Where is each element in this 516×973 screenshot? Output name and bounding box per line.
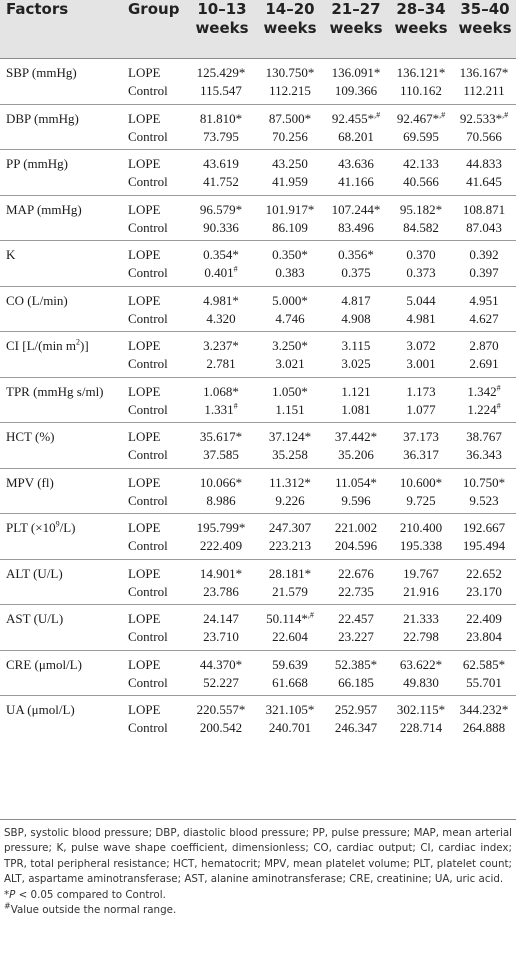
control-value: 41.645 xyxy=(466,174,502,189)
lope-value: 22.457 xyxy=(338,611,374,626)
lope-value: 19.767 xyxy=(403,565,439,581)
lope-value: 28.181* xyxy=(268,565,312,581)
control-value: 90.336 xyxy=(203,219,239,235)
lope-value: 344.232* xyxy=(459,702,509,717)
control-value: 240.701 xyxy=(268,720,312,735)
lope-value: 2.870 xyxy=(469,338,499,353)
lope-value: 22.409 xyxy=(466,611,502,626)
control-value: 40.566 xyxy=(403,174,439,189)
control-value: 87.043 xyxy=(466,219,502,235)
table-row-group xyxy=(0,240,516,286)
footer-divider xyxy=(0,819,516,820)
control-value: 264.888 xyxy=(462,720,506,735)
factor-label: PLT $(\times 10^9/L)$ xyxy=(6,519,76,535)
group-label-control: Control xyxy=(128,538,168,553)
lope-value: 37.442* xyxy=(334,429,378,444)
lope-value: 221.002 xyxy=(334,520,378,535)
lope-value: 252.957 xyxy=(334,702,378,717)
table-row-group xyxy=(0,195,516,241)
group-label-control: Control xyxy=(128,128,168,144)
lope-value: 3.115 xyxy=(341,338,371,353)
control-value: 3.001 xyxy=(406,356,436,371)
group-label-lope: LOPE xyxy=(128,338,161,353)
control-value: 204.596 xyxy=(334,538,378,553)
control-value: 84.582 xyxy=(403,219,439,235)
lope-value: 0.356* xyxy=(338,247,374,262)
factor-label: HCT (%) xyxy=(6,429,55,444)
control-value: 195.494 xyxy=(462,538,506,553)
lope-value: 10.066* xyxy=(199,474,243,490)
group-label-lope: LOPE xyxy=(128,247,161,262)
factor-label: AST (U/L) xyxy=(6,611,64,626)
lope-value: 42.133 xyxy=(403,156,439,171)
lope-value: 125.429* xyxy=(196,65,246,80)
control-value: 36.317 xyxy=(403,447,439,462)
lope-value: 4.951 xyxy=(469,292,499,308)
lope-value: 5.044 xyxy=(406,292,436,308)
lope-value: 136.167* xyxy=(459,65,509,80)
lope-value: 43.250 xyxy=(272,156,308,171)
table-row-group xyxy=(0,149,516,195)
footnote-abbreviations: SBP, systolic blood pressure; DBP, diastolic blood pressure; PP, pulse pressure; MAP, mean arterial pressure; K, pulse wave shape coefficient, dimensionless; CO, cardiac output; CI, cardiac index; TPR, total peripheral resistance; HCT, hematocrit; MPV, mean platelet volume; PLT, platelet count; ALT, aspartame aminotransferase; AST, alanine aminotransferase; CRE, creatinine; UA, uric acid. xyxy=(4,827,512,886)
group-label-control: Control xyxy=(128,720,168,735)
control-value: 4.320 xyxy=(206,310,236,326)
control-value: 4.981 xyxy=(406,310,436,326)
group-label-control: Control xyxy=(128,674,168,690)
control-value: 61.668 xyxy=(272,674,308,690)
lope-value: 1.173 xyxy=(406,383,436,399)
control-value: 37.585 xyxy=(203,447,239,462)
group-label-lope: LOPE xyxy=(128,156,161,171)
control-value: 2.781 xyxy=(206,356,236,371)
lope-value: 5.000* xyxy=(272,292,308,308)
table-row-group xyxy=(0,58,516,104)
control-value: 69.595 xyxy=(403,128,439,144)
group-label-lope: LOPE xyxy=(128,474,161,490)
table-row-group xyxy=(0,377,516,423)
control-value: 195.338 xyxy=(399,538,443,553)
lope-value: 192.667 xyxy=(462,520,506,535)
lope-value: 14.901* xyxy=(199,565,243,581)
table-row-group xyxy=(0,468,516,514)
table-row-group xyxy=(0,604,516,650)
lope-value: 302.115* xyxy=(396,702,446,717)
lope-value: 101.917* xyxy=(265,201,315,217)
control-value: 246.347 xyxy=(334,720,378,735)
header-period-3: 21–27 weeks xyxy=(329,0,383,37)
control-value: 1.077 xyxy=(406,401,436,417)
control-value: 0.373 xyxy=(406,265,436,280)
control-value: 22.798 xyxy=(403,629,439,644)
lope-value: 43.619 xyxy=(203,156,239,171)
lope-value: 1.068* xyxy=(203,383,239,399)
lope-value: 35.617* xyxy=(199,429,243,444)
lope-value: 10.600* xyxy=(399,474,443,490)
control-value: 223.213 xyxy=(268,538,312,553)
control-value: 68.201 xyxy=(338,128,374,144)
control-value: 23.227 xyxy=(338,629,374,644)
group-label-lope: LOPE xyxy=(128,201,161,217)
control-value: 36.343 xyxy=(466,447,502,462)
control-value: 23.710 xyxy=(203,629,239,644)
table-footnotes xyxy=(4,826,512,918)
group-label-lope: LOPE xyxy=(128,65,161,80)
control-value: 23.786 xyxy=(203,583,239,599)
control-value: 70.256 xyxy=(272,128,308,144)
lope-value: 321.105* xyxy=(265,702,315,717)
control-value: 41.752 xyxy=(203,174,239,189)
table-row-group xyxy=(0,559,516,605)
group-label-control: Control xyxy=(128,219,168,235)
lope-value: 43.636 xyxy=(338,156,374,171)
lope-value: 52.385* xyxy=(334,656,378,672)
header-factors: Factors xyxy=(6,0,69,18)
table-header xyxy=(0,0,516,58)
lope-value: 22.676 xyxy=(338,565,374,581)
control-value: 22.604 xyxy=(272,629,308,644)
lope-value: 59.639 xyxy=(272,656,308,672)
lope-value: 3.237* xyxy=(203,338,239,353)
control-value: 1.331# xyxy=(204,401,238,417)
factor-label: UA (μmol/L) xyxy=(6,702,75,717)
control-value: 9.226 xyxy=(275,492,305,508)
group-label-lope: LOPE xyxy=(128,383,161,399)
control-value: 1.081 xyxy=(341,401,371,417)
group-label-lope: LOPE xyxy=(128,520,161,535)
factor-label: CRE (μmol/L) xyxy=(6,656,82,672)
factor-label: SBP (mmHg) xyxy=(6,65,77,80)
control-value: 35.206 xyxy=(338,447,374,462)
lope-value: 24.147 xyxy=(203,611,239,626)
control-value: 1.224# xyxy=(467,401,501,417)
lope-value: 87.500* xyxy=(268,110,312,126)
control-value: 23.170 xyxy=(466,583,502,599)
control-value: 66.185 xyxy=(338,674,374,690)
table-row-group xyxy=(0,695,516,741)
lope-value: 0.392 xyxy=(469,247,499,262)
control-value: 228.714 xyxy=(399,720,443,735)
group-label-control: Control xyxy=(128,265,168,280)
control-value: 0.397 xyxy=(469,265,499,280)
group-label-lope: LOPE xyxy=(128,292,161,308)
lope-value: 11.054* xyxy=(335,474,377,490)
group-label-control: Control xyxy=(128,356,168,371)
control-value: 0.375 xyxy=(341,265,371,280)
lope-value: 136.091* xyxy=(331,65,381,80)
lope-value: 195.799* xyxy=(196,520,246,535)
control-value: 21.916 xyxy=(403,583,439,599)
footnote-significance: *P < 0.05 compared to Control. xyxy=(4,888,166,901)
control-value: 1.151 xyxy=(275,401,305,417)
group-label-lope: LOPE xyxy=(128,429,161,444)
control-value: 2.691 xyxy=(469,356,499,371)
lope-value: 4.981* xyxy=(203,292,239,308)
control-value: 35.258 xyxy=(272,447,308,462)
control-value: 0.383 xyxy=(275,265,305,280)
factor-label: PP (mmHg) xyxy=(6,156,68,171)
control-value: 73.795 xyxy=(203,128,239,144)
lope-value: 1.050* xyxy=(272,383,308,399)
control-value: 9.523 xyxy=(469,492,499,508)
lope-value: 4.817 xyxy=(341,292,371,308)
control-value: 55.701 xyxy=(466,674,502,690)
lope-value: 37.124* xyxy=(268,429,312,444)
control-value: 21.579 xyxy=(272,583,308,599)
table-body xyxy=(0,58,516,741)
lope-value: 107.244* xyxy=(331,201,381,217)
header-period-4: 28–34 weeks xyxy=(394,0,448,37)
lope-value: 37.173 xyxy=(403,429,439,444)
control-value: 41.166 xyxy=(338,174,374,189)
control-value: 70.566 xyxy=(466,128,502,144)
control-value: 3.025 xyxy=(341,356,371,371)
control-value: 22.735 xyxy=(338,583,374,599)
factor-label: DBP (mmHg) xyxy=(6,110,79,126)
lope-value: 3.072 xyxy=(406,338,436,353)
control-value: 115.547 xyxy=(200,83,242,98)
lope-value: 63.622* xyxy=(399,656,443,672)
control-value: 110.162 xyxy=(400,83,442,98)
group-label-lope: LOPE xyxy=(128,110,161,126)
group-label-control: Control xyxy=(128,83,168,98)
control-value: 8.986 xyxy=(206,492,236,508)
control-value: 0.401# xyxy=(204,264,238,280)
group-label-lope: LOPE xyxy=(128,565,161,581)
footnote-normal-range: #Value outside the normal range. xyxy=(4,901,177,917)
group-label-control: Control xyxy=(128,310,168,326)
factor-label: CO (L/min) xyxy=(6,292,68,308)
group-label-lope: LOPE xyxy=(128,702,161,717)
lope-value: 62.585* xyxy=(462,656,506,672)
group-label-control: Control xyxy=(128,174,168,189)
table-row-group xyxy=(0,104,516,150)
control-value: 112.211 xyxy=(463,83,505,98)
factor-label: MPV (fl) xyxy=(6,474,54,490)
control-value: 23.804 xyxy=(466,629,502,644)
header-period-1: 10–13 weeks xyxy=(195,0,249,37)
control-value: 41.959 xyxy=(272,174,308,189)
lope-value: 220.557* xyxy=(196,702,246,717)
factor-label: TPR (mmHg s/ml) xyxy=(6,383,104,399)
control-value: 9.596 xyxy=(341,492,371,508)
lope-value: 136.121* xyxy=(396,65,446,80)
control-value: 200.542 xyxy=(199,720,243,735)
control-value: 4.746 xyxy=(275,310,305,326)
lope-value: 0.350* xyxy=(272,247,308,262)
table-row-group xyxy=(0,331,516,377)
group-label-lope: LOPE xyxy=(128,611,161,626)
table-row-group xyxy=(0,286,516,332)
lope-value: 108.871 xyxy=(462,201,506,217)
control-value: 109.366 xyxy=(334,83,378,98)
lope-value: 210.400 xyxy=(399,520,443,535)
lope-value: 10.750* xyxy=(462,474,506,490)
table-row-group xyxy=(0,650,516,696)
group-label-control: Control xyxy=(128,447,168,462)
control-value: 52.227 xyxy=(203,674,239,690)
group-label-control: Control xyxy=(128,629,168,644)
lope-value: 22.652 xyxy=(466,565,502,581)
header-group: Group xyxy=(128,0,180,18)
lope-value: 81.810* xyxy=(199,110,243,126)
control-value: 3.021 xyxy=(275,356,305,371)
header-period-5: 35–40 weeks xyxy=(458,0,512,37)
lope-value: 95.182* xyxy=(399,201,443,217)
lope-value: 3.250* xyxy=(272,338,308,353)
lope-value: 50.114*,# xyxy=(266,610,314,626)
lope-value: 44.833 xyxy=(466,156,502,171)
control-value: 222.409 xyxy=(199,538,243,553)
lope-value: 92.533*,# xyxy=(459,110,509,126)
lope-value: 21.333 xyxy=(403,611,439,626)
group-label-lope: LOPE xyxy=(128,656,161,672)
lope-value: 1.121 xyxy=(341,383,371,399)
lope-value: 0.370 xyxy=(406,247,436,262)
control-value: 112.215 xyxy=(269,83,311,98)
factor-label: MAP (mmHg) xyxy=(6,201,82,217)
lope-value: 247.307 xyxy=(268,520,312,535)
control-value: 49.830 xyxy=(403,674,439,690)
group-label-control: Control xyxy=(128,492,168,508)
lope-value: 11.312* xyxy=(269,474,311,490)
header-period-2: 14–20 weeks xyxy=(263,0,317,37)
lope-value: 0.354* xyxy=(203,247,239,262)
table-row-group xyxy=(0,422,516,468)
control-value: 4.908 xyxy=(341,310,371,326)
lope-value: 44.370* xyxy=(199,656,243,672)
factor-label: K xyxy=(6,247,16,262)
lope-value: 92.467*,# xyxy=(396,110,446,126)
lope-value: 92.455*,# xyxy=(331,110,381,126)
control-value: 83.496 xyxy=(338,219,374,235)
lope-value: 130.750* xyxy=(265,65,315,80)
control-value: 4.627 xyxy=(469,310,499,326)
table-row-group xyxy=(0,513,516,559)
factor-label: ALT (U/L) xyxy=(6,565,63,581)
group-label-control: Control xyxy=(128,583,168,599)
group-label-control: Control xyxy=(128,401,168,417)
lope-value: 38.767 xyxy=(466,429,502,444)
control-value: 86.109 xyxy=(272,219,308,235)
factor-label: CI [L/(min $m^2$)] xyxy=(6,337,89,353)
lope-value: 96.579* xyxy=(199,201,243,217)
control-value: 9.725 xyxy=(406,492,436,508)
lope-value: 1.342# xyxy=(467,383,501,399)
